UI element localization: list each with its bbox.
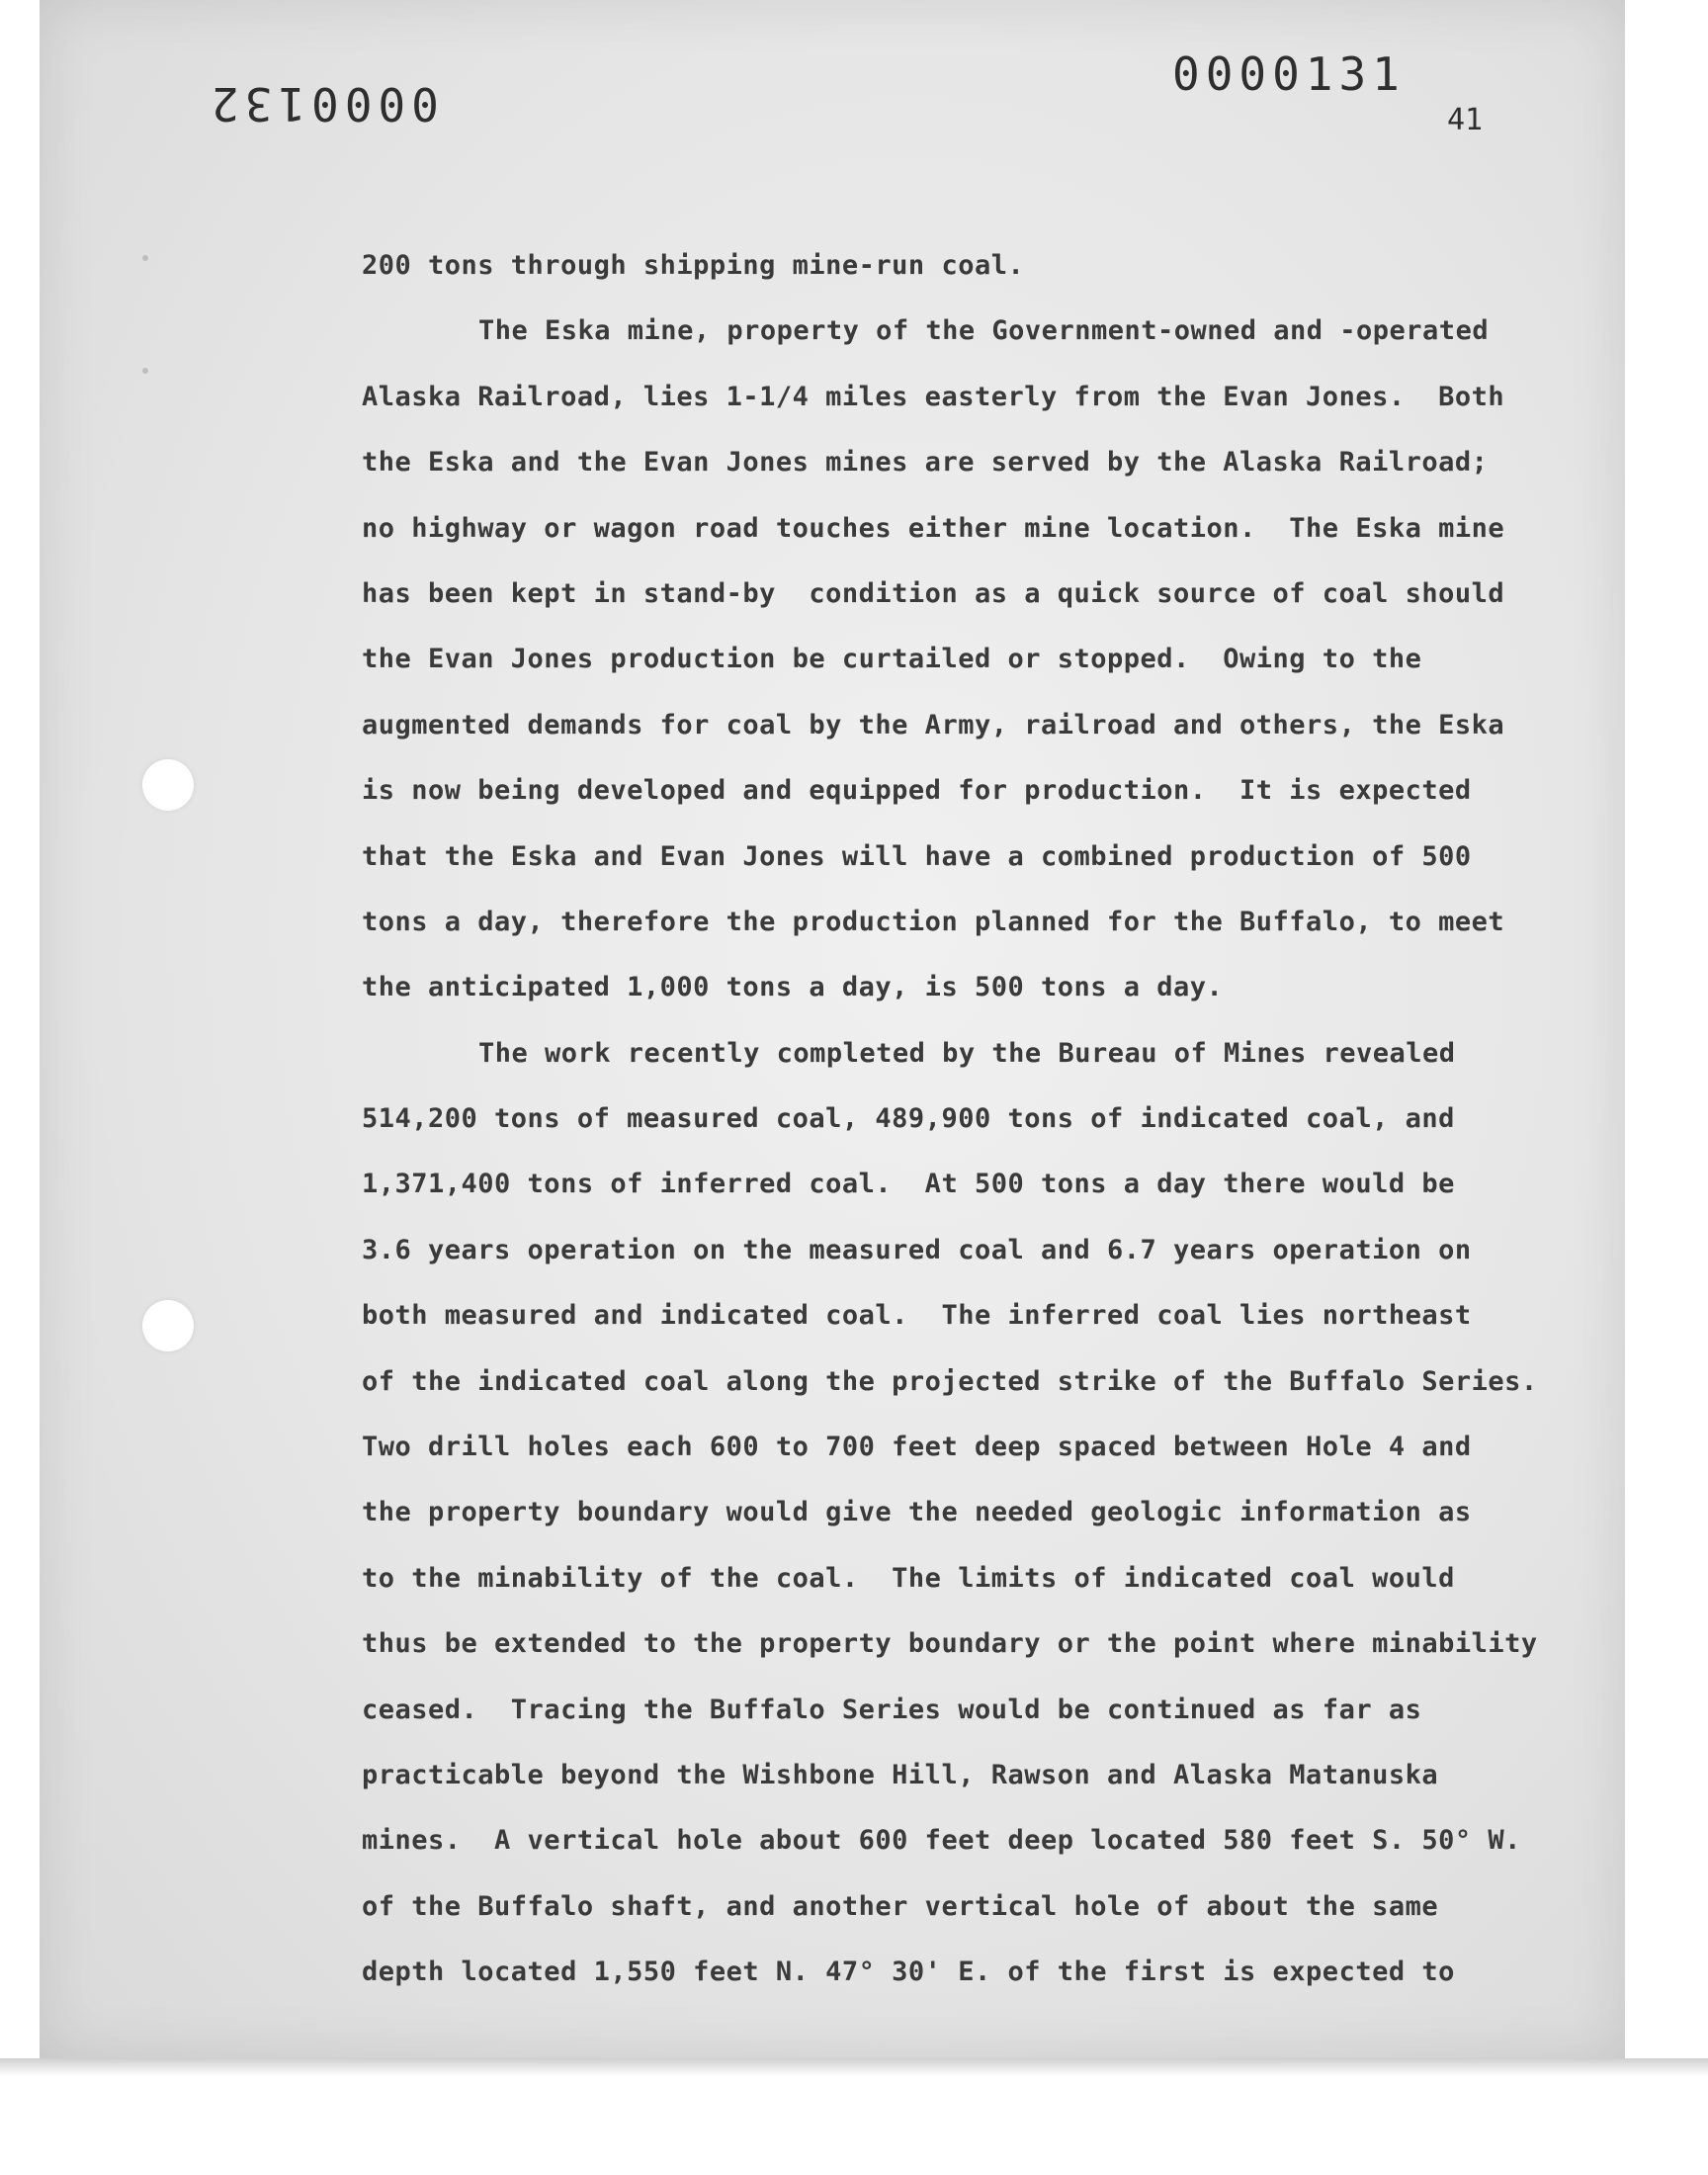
text-line: 200 tons through shipping mine-run coal. bbox=[362, 250, 1025, 281]
punch-hole-upper bbox=[142, 759, 194, 811]
margin-speck bbox=[142, 255, 148, 261]
text-line: the Evan Jones production be curtailed or stopped. Owing to the bbox=[362, 644, 1422, 675]
page-number: 41 bbox=[1447, 103, 1484, 137]
text-line: augmented demands for coal by the Army, railroad and others, the Eska bbox=[362, 709, 1505, 740]
text-line: Alaska Railroad, lies 1-1/4 miles easterly from the Evan Jones. Both bbox=[362, 381, 1505, 412]
text-line: tons a day, therefore the production planned for the Buffalo, to meet bbox=[362, 906, 1505, 937]
text-line: 514,200 tons of measured coal, 489,900 tons of indicated coal, and bbox=[362, 1103, 1455, 1135]
text-line: no highway or wagon road touches either mine location. The Eska mine bbox=[362, 512, 1505, 544]
text-line: 3.6 years operation on the measured coal and 6.7 years operation on bbox=[362, 1234, 1472, 1265]
text-line: is now being developed and equipped for production. It is expected bbox=[362, 775, 1472, 807]
punch-hole-lower bbox=[142, 1300, 194, 1351]
text-line: the property boundary would give the needed geologic information as bbox=[362, 1497, 1472, 1528]
text-line: depth located 1,550 feet N. 47° 30' E. of the first is expected to bbox=[362, 1957, 1455, 1988]
text-line: of the indicated coal along the projected strike of the Buffalo Series. bbox=[362, 1365, 1538, 1397]
margin-speck bbox=[142, 368, 148, 374]
text-line: practicable beyond the Wishbone Hill, Rawson and Alaska Matanuska bbox=[362, 1759, 1439, 1790]
text-line: both measured and indicated coal. The inferred coal lies northeast bbox=[362, 1300, 1472, 1332]
bates-stamp: 0000131 bbox=[1172, 47, 1406, 101]
text-line: to the minability of the coal. The limits of indicated coal would bbox=[362, 1562, 1455, 1594]
text-line: of the Buffalo shaft, and another vertical hole of about the same bbox=[362, 1890, 1439, 1922]
page-bottom-edge bbox=[0, 2058, 1708, 2076]
text-line: that the Eska and Evan Jones will have a combined production of 500 bbox=[362, 840, 1472, 872]
text-line: 1,371,400 tons of inferred coal. At 500 tons a day there would be bbox=[362, 1169, 1455, 1200]
text-line: has been kept in stand-by condition as a quick source of coal should bbox=[362, 577, 1505, 609]
text-line: mines. A vertical hole about 600 feet deep located 580 feet S. 50° W. bbox=[362, 1825, 1521, 1857]
text-line: The work recently completed by the Bureau of Mines revealed bbox=[478, 1037, 1456, 1069]
bates-stamp-inverted: 0000132 bbox=[206, 77, 439, 130]
text-line: the Eska and the Evan Jones mines are served by the Alaska Railroad; bbox=[362, 447, 1489, 478]
text-line: The Eska mine, property of the Government-owned and -operated bbox=[478, 315, 1490, 347]
text-line: Two drill holes each 600 to 700 feet deep spaced between Hole 4 and bbox=[362, 1432, 1472, 1463]
typed-body-text bbox=[362, 233, 1548, 2006]
paper-sheet bbox=[40, 0, 1625, 2058]
text-line: the anticipated 1,000 tons a day, is 500 tons a day. bbox=[362, 972, 1224, 1003]
text-line: ceased. Tracing the Buffalo Series would be continued as far as bbox=[362, 1694, 1422, 1725]
text-line: thus be extended to the property boundary or the point where minability bbox=[362, 1628, 1538, 1660]
